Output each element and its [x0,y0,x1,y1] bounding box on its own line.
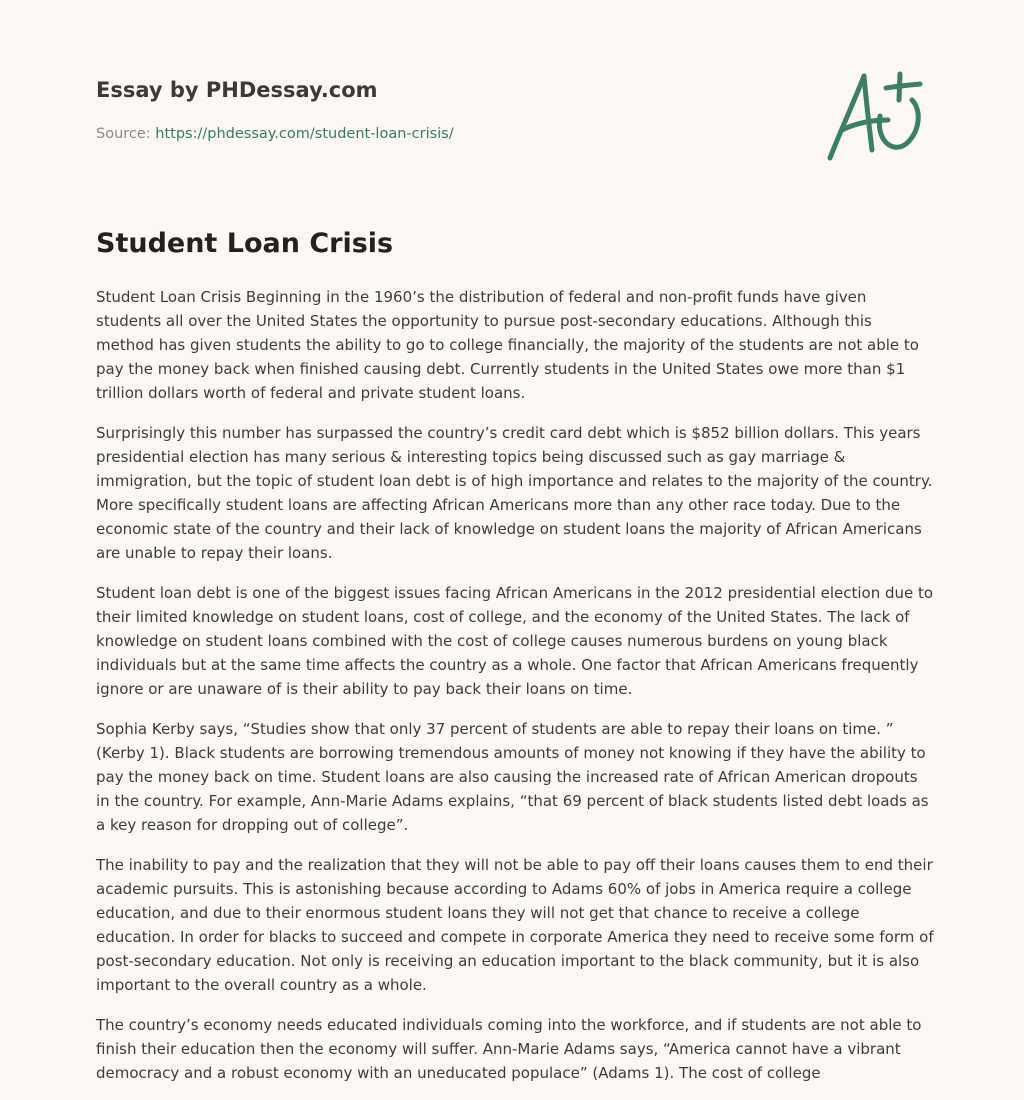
source-link[interactable]: https://phdessay.com/student-loan-crisis/ [155,126,454,142]
a-plus-logo-icon [820,66,930,166]
site-brand: Essay by PHDessay.com [96,78,378,102]
essay-body [96,285,934,1100]
essay-paragraph: The inability to pay and the realization that they will not be able to pay off their loans causes them to end their academic pursuits. This is astonishing because according to Adams 60% of jobs in America require a college education, and due to their enormous student loans they will not get that chance to receive a college education. In order for blacks to succeed and compete in corporate America they need to receive some form of post-secondary education. Not only is receiving an education important to the black community, but it is also important to the overall country as a whole. [96,856,934,994]
essay-paragraph: Surprisingly this number has surpassed the country’s credit card debt which is $852 billion dollars. This years presidential election has many serious & interesting topics being discussed such as gay marriage & immigration, but the topic of student loan debt is of high importance and relates to the majority of the country. More specifically student loans are affecting African Americans more than any other race today. Due to the economic state of the country and their lack of knowledge on student loans the majority of African Americans are unable to repay their loans. [96,424,933,562]
essay-paragraph: Student loan debt is one of the biggest issues facing African Americans in the 2012 presidential election due to their limited knowledge on student loans, cost of college, and the economy of the United States. The lack of knowledge on student loans combined with the cost of college causes numerous burdens on young black individuals but at the same time affects the country as a whole. One factor that African Americans frequently ignore or are unaware of is their ability to pay back their loans on time. [96,584,934,698]
source-line [96,124,796,144]
page-header [96,76,796,144]
essay-title: Student Loan Crisis [96,228,394,259]
essay-paragraph: The country’s economy needs educated individuals coming into the workforce, and if students are not able to finish their education then the economy will suffer. Ann-Marie Adams says, “America cannot have a vibrant democracy and a robust economy with an uneducated populace” (Adams 1). The cost of college [96,1016,922,1082]
essay-paragraph: Sophia Kerby says, “Studies show that only 37 percent of students are able to repay their loans on time. ” (Kerby 1). Black students are borrowing tremendous amounts of money not knowing if they have the ability to pay the money back on time. Student loans are also causing the increased rate of African American dropouts in the country. For example, Ann-Marie Adams explains, “that 69 percent of black students listed debt loads as a key reason for dropping out of college”. [96,720,929,834]
essay-paragraph: Student Loan Crisis Beginning in the 1960’s the distribution of federal and non-profit funds have given students all over the United States the opportunity to pursue post-secondary educations. Although this method has given students the ability to go to college financially, the majority of the students are not able to pay the money back when finished causing debt. Currently students in the United States owe more than $1 trillion dollars worth of federal and private student loans. [96,288,919,402]
source-label: Source: [96,126,156,142]
